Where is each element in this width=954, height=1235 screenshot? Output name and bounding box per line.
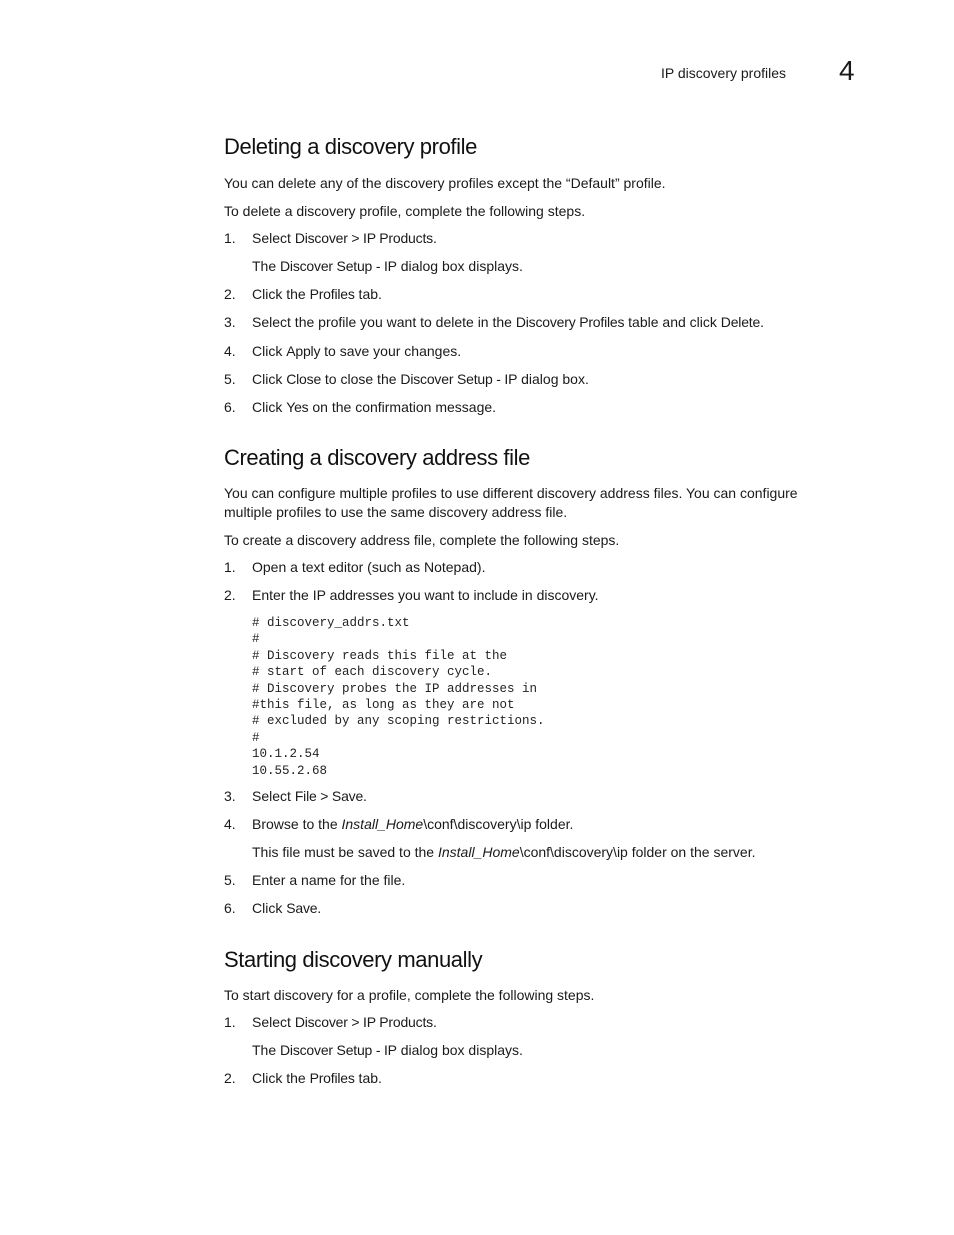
dialog-name: Discover Setup - IP [280, 258, 397, 274]
step-deleting-6: Click Yes on the confirmation message. [252, 399, 497, 415]
step-deleting-1: Select Discover > IP Products. [252, 230, 437, 246]
step-deleting-4: Click Apply to save your changes. [252, 343, 462, 359]
step-number: 3. [224, 314, 236, 330]
step-number: 2. [224, 587, 236, 603]
tab-name: Profiles [309, 286, 355, 302]
step-number: 1. [224, 230, 236, 246]
menu-path: File > Save [294, 788, 364, 804]
step-creating-3: Select File > Save. [252, 788, 367, 804]
step-creating-5: Enter a name for the file. [252, 872, 406, 888]
step-creating-6: Click Save. [252, 900, 322, 916]
step-number: 2. [224, 286, 236, 302]
step-creating-4: Browse to the Install_Home\conf\discovery\ip folder. [252, 816, 574, 832]
button-name: Yes [286, 399, 309, 415]
button-name: Delete [720, 314, 761, 330]
running-header-title: IP discovery profiles [661, 65, 787, 81]
step-number: 6. [224, 900, 236, 916]
dialog-name: Discover Setup - IP [280, 1042, 397, 1058]
step-number: 4. [224, 816, 236, 832]
step-number: 1. [224, 559, 236, 575]
step-deleting-5: Click Close to close the Discover Setup - IP dialog box. [252, 371, 589, 387]
step-number: 4. [224, 343, 236, 359]
menu-path: Discover > IP Products [294, 230, 433, 246]
button-name: Close [286, 371, 322, 387]
tab-name: Profiles [309, 1070, 355, 1086]
menu-path: Discover > IP Products [294, 1014, 433, 1030]
step-creating-4-note: This file must be saved to the Install_Home\conf\discovery\ip folder on the server. [252, 844, 756, 860]
paragraph-creating-lead: To create a discovery address file, complete the following steps. [224, 532, 620, 548]
code-block-discovery-addrs: # discovery_addrs.txt # # Discovery reads this file at the # start of each discovery cycle. # Discovery probes the IP addresses in #this file, as long as they are not # excluded by any scoping restrictions. # 10.1.2.54 10.55.2.68 [252, 616, 545, 778]
section-heading-starting: Starting discovery manually [224, 947, 483, 972]
step-creating-1: Open a text editor (such as Notepad). [252, 559, 486, 575]
step-number: 2. [224, 1070, 236, 1086]
dialog-name: Discover Setup - IP [400, 371, 518, 387]
step-number: 6. [224, 399, 236, 415]
button-name: Save [286, 900, 318, 916]
step-starting-1-result: The Discover Setup - IP dialog box displays. [252, 1042, 523, 1058]
step-starting-2: Click the Profiles tab. [252, 1070, 382, 1086]
step-deleting-2: Click the Profiles tab. [252, 286, 382, 302]
paragraph-deleting-lead: To delete a discovery profile, complete the following steps. [224, 203, 586, 219]
chapter-number: 4 [839, 55, 855, 86]
table-name: Discovery Profiles [515, 314, 625, 330]
step-creating-2: Enter the IP addresses you want to include in discovery. [252, 587, 599, 603]
step-number: 3. [224, 788, 236, 804]
step-number: 5. [224, 371, 236, 387]
step-starting-1: Select Discover > IP Products. [252, 1014, 437, 1030]
paragraph-starting-lead: To start discovery for a profile, complete the following steps. [224, 987, 595, 1003]
paragraph-creating-intro: You can configure multiple profiles to use different discovery address files. You can configure multiple profiles to use the same discovery address file. [224, 485, 798, 520]
step-deleting-3: Select the profile you want to delete in the Discovery Profiles table and click Delete. [252, 314, 764, 330]
install-home-variable: Install_Home [341, 816, 424, 832]
step-deleting-1-result: The Discover Setup - IP dialog box displays. [252, 258, 523, 274]
section-heading-creating: Creating a discovery address file [224, 445, 530, 470]
step-number: 1. [224, 1014, 236, 1030]
section-heading-deleting: Deleting a discovery profile [224, 134, 477, 159]
install-home-variable: Install_Home [437, 844, 520, 860]
step-number: 5. [224, 872, 236, 888]
button-name: Apply [286, 343, 321, 359]
paragraph-deleting-intro: You can delete any of the discovery profiles except the “Default” profile. [224, 175, 666, 191]
